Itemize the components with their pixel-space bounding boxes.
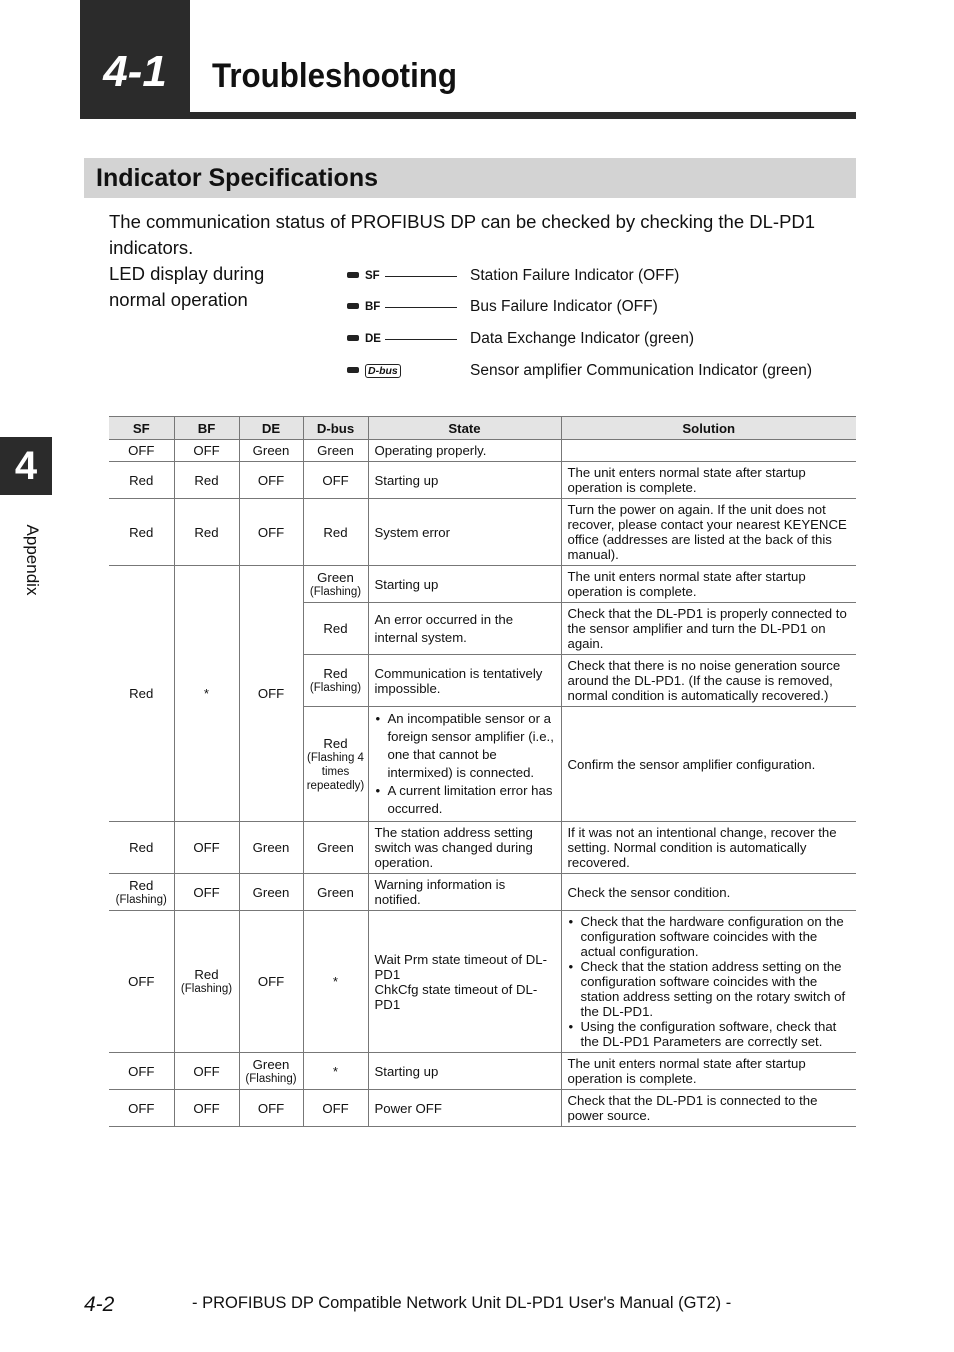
led-code: DE: [365, 333, 381, 345]
cell-dbus: Green: [303, 440, 368, 462]
chapter-side-tab: 4: [0, 437, 52, 495]
cell-de: Green: [239, 822, 303, 874]
solution-bullet-list: [568, 914, 851, 1049]
section-title: Indicator Specifications: [96, 164, 379, 192]
flashing-note: (Flashing): [115, 893, 167, 906]
dbus-value: Red: [323, 666, 348, 681]
cell-bf: OFF: [174, 1053, 239, 1090]
cell-solution: Check the sensor condition.: [561, 874, 856, 911]
cell-state: The station address setting switch was changed during operation.: [368, 822, 561, 874]
cell-dbus: OFF: [303, 1090, 368, 1127]
cell-solution: [561, 440, 856, 462]
led-indicator-icon: [347, 335, 359, 341]
cell-solution: The unit enters normal state after startup operation is complete.: [561, 566, 856, 603]
cell-solution: Check that the DL-PD1 is connected to the power source.: [561, 1090, 856, 1127]
cell-dbus: Red: [303, 499, 368, 566]
cell-solution: Turn the power on again. If the unit does not recover, please contact your nearest KEYENCE office (addresses are listed at the back of this manual).: [561, 499, 856, 566]
cell-de: Green: [239, 874, 303, 911]
led-caption-line1: LED display during: [109, 263, 265, 284]
led-row-dbus: [347, 361, 827, 381]
cell-bf: OFF: [174, 874, 239, 911]
cell-sf: Red: [109, 462, 174, 499]
table-row: [109, 462, 856, 499]
cell-state: Communication is tentatively impossible.: [368, 655, 561, 707]
table-header-row: [109, 417, 856, 440]
flashing-note: (Flashing): [245, 1072, 297, 1085]
chapter-side-label: Appendix: [23, 524, 42, 596]
cell-state: Starting up: [368, 1053, 561, 1090]
cell-dbus: [303, 707, 368, 822]
column-header: State: [368, 417, 561, 440]
note-line: (Flashing 4: [307, 751, 364, 764]
flashing-note: (Flashing): [180, 983, 233, 995]
cell-state: Power OFF: [368, 1090, 561, 1127]
table-row: [109, 874, 856, 911]
cell-bf: Red: [174, 499, 239, 566]
column-header: SF: [109, 417, 174, 440]
bullet-item: • Check that the hardware configuration on the configuration software coincides with the actual configuration.: [581, 914, 851, 959]
cell-state: Starting up: [368, 462, 561, 499]
cell-bf: [174, 911, 239, 1053]
led-indicator-icon: [347, 367, 359, 373]
cell-dbus: Green: [303, 822, 368, 874]
indicator-table: [109, 416, 856, 1127]
cell-state: An error occurred in the internal system.: [368, 603, 561, 655]
led-description: Sensor amplifier Communication Indicator (green): [470, 362, 813, 379]
cell-sf: [109, 874, 174, 911]
page-number: 4-2: [84, 1293, 115, 1316]
column-header: D-bus: [303, 417, 368, 440]
cell-state: Operating properly.: [368, 440, 561, 462]
cell-de: [239, 1053, 303, 1090]
flashing-note: (Flashing): [309, 682, 362, 694]
led-row-bf: [347, 297, 827, 317]
cell-de: Green: [239, 440, 303, 462]
column-header: Solution: [561, 417, 856, 440]
cell-solution: The unit enters normal state after startup operation is complete.: [561, 462, 856, 499]
cell-bf: OFF: [174, 440, 239, 462]
led-row-sf: [347, 266, 827, 286]
column-header: DE: [239, 417, 303, 440]
leader-line: [385, 339, 457, 340]
bullet-item: • Check that the station address setting on the configuration software coincides with the station address setting on the rotary switch of the DL-PD1.: [581, 959, 851, 1019]
cell-solution: [561, 911, 856, 1053]
chapter-title: Troubleshooting: [212, 57, 458, 95]
leader-line: [385, 307, 457, 308]
cell-sf: Red: [109, 499, 174, 566]
led-indicator-icon: [347, 272, 359, 278]
cell-sf: OFF: [109, 1053, 174, 1090]
chapter-rule: [80, 112, 856, 119]
cell-bf: OFF: [174, 822, 239, 874]
bf-value: Red: [194, 967, 219, 982]
led-description: Data Exchange Indicator (green): [470, 330, 695, 347]
cell-solution: If it was not an intentional change, recover the setting. Normal condition is automatically recovered.: [561, 822, 856, 874]
note-line: repeatedly): [306, 779, 365, 792]
led-code: BF: [365, 301, 381, 313]
cell-state: [368, 911, 561, 1053]
cell-sf: Red: [109, 822, 174, 874]
cell-solution: Check that there is no noise generation source around the DL-PD1. (If the cause is removed, normal condition is automatically recovered.): [561, 655, 856, 707]
dbus-value: Green: [317, 569, 354, 585]
cell-bf: *: [174, 566, 239, 822]
table-row: [109, 566, 856, 603]
led-indicator-icon: [347, 303, 359, 309]
led-description: Station Failure Indicator (OFF): [470, 267, 680, 284]
cell-de: OFF: [239, 499, 303, 566]
sf-value: Red: [129, 877, 154, 893]
table-row: [109, 499, 856, 566]
state-line: Wait Prm state timeout of DL-PD1: [374, 951, 547, 982]
led-caption-line2: normal operation: [109, 289, 248, 310]
cell-dbus: *: [303, 1053, 368, 1090]
cell-dbus: Green: [303, 874, 368, 911]
cell-solution: The unit enters normal state after startup operation is complete.: [561, 1053, 856, 1090]
led-code: D-bus: [365, 364, 401, 378]
cell-state: [368, 707, 561, 822]
footer-title: - PROFIBUS DP Compatible Network Unit DL-PD1 User's Manual (GT2) -: [192, 1294, 732, 1312]
bullet-item: • A current limitation error has occurred.: [388, 782, 555, 818]
bullet-item: • Using the configuration software, check that the DL-PD1 Parameters are correctly set.: [581, 1019, 851, 1049]
bullet-item: • An incompatible sensor or a foreign sensor amplifier (i.e., one that cannot be intermixed) is connected.: [388, 710, 555, 782]
led-row-de: [347, 329, 827, 349]
flashing-note: [306, 751, 366, 793]
cell-bf: Red: [174, 462, 239, 499]
note-line: times: [321, 765, 350, 778]
table-row: [109, 1090, 856, 1127]
flashing-note: (Flashing): [309, 585, 362, 598]
table-row: [109, 822, 856, 874]
cell-state: System error: [368, 499, 561, 566]
cell-de: OFF: [239, 462, 303, 499]
intro-paragraph: The communication status of PROFIBUS DP can be checked by checking the DL-PD1 indicators.: [109, 211, 816, 258]
chapter-number: 4-1: [103, 47, 167, 96]
cell-de: OFF: [239, 566, 303, 822]
leader-line: [385, 276, 457, 277]
cell-bf: OFF: [174, 1090, 239, 1127]
state-line: ChkCfg state timeout of DL-PD1: [374, 981, 538, 1012]
cell-dbus: *: [303, 911, 368, 1053]
cell-solution: Check that the DL-PD1 is properly connected to the sensor amplifier and turn the DL-PD1 on again.: [561, 603, 856, 655]
cell-state: Starting up: [368, 566, 561, 603]
led-description: Bus Failure Indicator (OFF): [470, 298, 658, 315]
cell-sf: OFF: [109, 440, 174, 462]
de-value: Green: [252, 1056, 290, 1072]
dbus-value: Red: [323, 735, 348, 751]
cell-sf: OFF: [109, 1090, 174, 1127]
table-row: [109, 911, 856, 1053]
led-code: SF: [365, 270, 380, 282]
cell-solution: Confirm the sensor amplifier configuration.: [561, 707, 856, 822]
cell-dbus: [303, 655, 368, 707]
led-caption: [109, 261, 309, 313]
cell-de: OFF: [239, 1090, 303, 1127]
table-row: [109, 1053, 856, 1090]
cell-state: Warning information is notified.: [368, 874, 561, 911]
cell-de: OFF: [239, 911, 303, 1053]
cell-dbus: Red: [303, 603, 368, 655]
state-bullet-list: [375, 710, 555, 818]
cell-sf: OFF: [109, 911, 174, 1053]
cell-sf: Red: [109, 566, 174, 822]
cell-dbus: [303, 566, 368, 603]
column-header: BF: [174, 417, 239, 440]
table-row: [109, 440, 856, 462]
cell-dbus: OFF: [303, 462, 368, 499]
